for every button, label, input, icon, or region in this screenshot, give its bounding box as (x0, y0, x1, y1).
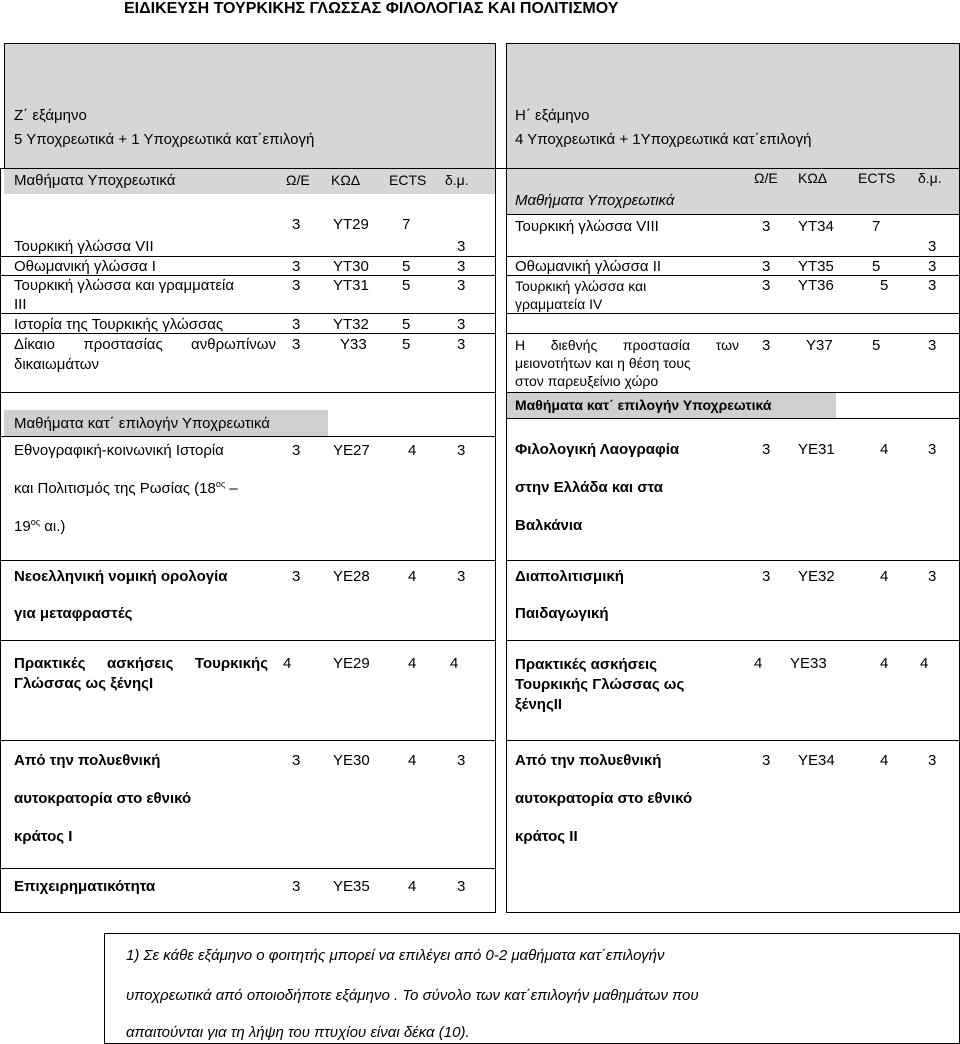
footnote-line-1: 1) Σε κάθε εξάμηνο ο φοιτητής μπορεί να επιλέγει από 0-2 μαθήματα κατ΄επιλογήν (126, 947, 665, 964)
course-name-cont: Τουρκικής Γλώσσας ως (515, 676, 685, 693)
right-col-ects: ECTS (858, 170, 896, 186)
course-code: ΥΕ32 (798, 568, 835, 585)
course-hours: 3 (762, 752, 771, 769)
course-code: ΥΤ30 (333, 258, 369, 275)
course-hours: 3 (762, 441, 771, 458)
course-dm: 4 (450, 655, 459, 672)
right-mandatory-heading: Μαθήματα Υποχρεωτικά (515, 192, 675, 209)
course-dm: 3 (928, 441, 937, 458)
course-name: Δίκαιο προστασίας ανθρωπίνων (14, 336, 276, 353)
right-semester-header-bg (506, 44, 960, 168)
course-name: Διαπολιτισμική (515, 568, 624, 585)
course-name-cont2: κράτος ΙΙ (515, 828, 578, 845)
course-dm: 3 (928, 277, 937, 294)
course-hours: 3 (762, 258, 771, 275)
course-name: Από την πολυεθνική (515, 752, 662, 769)
course-name-cont2: Βαλκάνια (515, 517, 583, 534)
course-ects: 4 (408, 878, 417, 895)
course-name: Τουρκική γλώσσα VIII (515, 218, 659, 235)
footnote-line-3: απαιτούνται για τη λήψη του πτυχίου είναι δέκα (10). (126, 1024, 470, 1041)
course-hours: 3 (292, 336, 301, 353)
course-name: Οθωμανική γλώσσα Ι (14, 258, 156, 275)
course-name: Πρακτικές ασκήσεις Τουρκικής (14, 655, 268, 672)
course-name: Η διεθνής προστασία των (515, 337, 739, 353)
course-dm: 3 (457, 336, 466, 353)
left-col-hours: Ω/Ε (286, 172, 310, 188)
left-elective-heading: Μαθήματα κατ΄ επιλογήν Υποχρεωτικά (14, 415, 270, 432)
course-ects: 5 (402, 336, 411, 353)
course-ects: 7 (872, 218, 881, 235)
course-dm: 4 (920, 655, 929, 672)
course-name-cont2: ξένηςΙΙ (515, 696, 563, 713)
course-dm: 3 (457, 277, 466, 294)
course-ects: 4 (880, 752, 889, 769)
course-code: ΥΕ31 (798, 441, 835, 458)
course-name-cont: για μεταφραστές (14, 605, 133, 622)
course-code: Υ33 (340, 336, 367, 353)
course-name-cont: Γλώσσας ως ξένηςΙ (14, 675, 154, 692)
course-name-cont: στην Ελλάδα και στα (515, 479, 664, 496)
course-code: ΥΕ30 (333, 752, 370, 769)
course-name-cont2: στον παρευξείνιο χώρο (515, 373, 659, 389)
course-ects: 4 (880, 568, 889, 585)
course-name: Τουρκική γλώσσα και (515, 278, 647, 294)
course-hours: 3 (762, 218, 771, 235)
course-ects: 5 (402, 316, 411, 333)
course-hours: 3 (292, 568, 301, 585)
course-name-cont: δικαιωμάτων (14, 356, 99, 373)
course-ects: 4 (408, 442, 417, 459)
course-hours: 3 (762, 277, 771, 294)
course-dm: 3 (457, 238, 466, 255)
course-code: Υ37 (806, 337, 833, 354)
course-hours: 3 (292, 258, 301, 275)
right-semester-summary: 4 Υποχρεωτικά + 1Υποχρεωτικά κατ΄επιλογή (515, 131, 812, 148)
course-ects: 4 (880, 655, 889, 672)
course-hours: 3 (292, 442, 301, 459)
right-elective-heading: Μαθήματα κατ΄ επιλογήν Υποχρεωτικά (515, 397, 772, 413)
course-name-cont: αυτοκρατορία στο εθνικό (515, 790, 693, 807)
course-name: Από την πολυεθνική (14, 752, 161, 769)
course-ects: 4 (408, 655, 417, 672)
course-name: Οθωμανική γλώσσα ΙΙ (515, 258, 662, 275)
course-name: Νεοελληνική νομική ορολογία (14, 568, 228, 585)
course-code: ΥΤ31 (333, 277, 369, 294)
course-code: ΥΕ27 (333, 442, 370, 459)
course-dm: 3 (457, 258, 466, 275)
course-name-cont2: κράτος Ι (14, 828, 73, 845)
left-col-ects: ECTS (389, 172, 427, 188)
course-hours: 3 (292, 277, 301, 294)
course-code: ΥΕ28 (333, 568, 370, 585)
course-hours: 3 (292, 878, 301, 895)
course-code: ΥΤ34 (798, 218, 834, 235)
course-name: Τουρκική γλώσσα VII (14, 238, 154, 255)
course-ects: 5 (880, 277, 889, 294)
course-code: ΥΤ29 (333, 216, 369, 233)
left-col-dm: δ.μ. (445, 172, 469, 188)
course-code: ΥΕ33 (790, 655, 827, 672)
course-name-cont: Παιδαγωγική (515, 605, 609, 622)
right-col-dm: δ.μ. (918, 170, 942, 186)
course-name-cont: και Πολιτισμός της Ρωσίας ($18^{o\varsigma}$ – (14, 479, 238, 497)
course-dm: 3 (457, 878, 466, 895)
course-name-cont: γραμματεία IV (515, 296, 603, 312)
left-semester-title: Ζ΄ εξάμηνο (14, 107, 87, 124)
course-dm: 3 (457, 752, 466, 769)
course-code: ΥΤ36 (798, 277, 834, 294)
course-hours: 4 (283, 655, 292, 672)
left-col-code: ΚΩΔ (331, 172, 361, 188)
course-dm: 3 (457, 442, 466, 459)
course-ects: 7 (402, 216, 411, 233)
course-dm: 3 (928, 238, 937, 255)
course-dm: 3 (928, 337, 937, 354)
course-hours: 3 (762, 337, 771, 354)
course-ects: 5 (402, 258, 411, 275)
course-hours: 3 (762, 568, 771, 585)
course-code: ΥΕ34 (798, 752, 835, 769)
course-name-cont: ΙΙΙ (14, 296, 27, 313)
right-col-code: ΚΩΔ (798, 170, 828, 186)
course-hours: 4 (754, 655, 763, 672)
course-dm: 3 (457, 568, 466, 585)
course-ects: 4 (880, 441, 889, 458)
document-title: ΕΙΔΙΚΕΥΣΗ ΤΟΥΡΚΙΚΗΣ ΓΛΩΣΣΑΣ ΦΙΛΟΛΟΓΙΑΣ ΚΑΙ ΠΟΛΙΤΙΣΜΟΥ (124, 0, 619, 17)
course-code: ΥΕ35 (333, 878, 370, 895)
course-ects: 5 (872, 337, 881, 354)
course-hours: 3 (292, 752, 301, 769)
course-name-cont: μειονοτήτων και η θέση τους (515, 355, 691, 371)
course-ects: 4 (408, 752, 417, 769)
course-dm: 3 (928, 568, 937, 585)
course-ects: 4 (408, 568, 417, 585)
course-code: ΥΤ35 (798, 258, 834, 275)
course-code: ΥΤ32 (333, 316, 369, 333)
course-name: Φιλολογική Λαογραφία (515, 441, 680, 458)
course-hours: 3 (292, 216, 301, 233)
right-col-hours: Ω/Ε (754, 170, 778, 186)
course-name: Πρακτικές ασκήσεις (515, 656, 658, 673)
course-dm: 3 (457, 316, 466, 333)
left-mandatory-heading: Μαθήματα Υποχρεωτικά (14, 172, 176, 189)
footnote-line-2: υποχρεωτικά από οποιοδήποτε εξάμηνο . Το σύνολο των κατ΄επιλογήν μαθημάτων που (126, 987, 699, 1004)
course-name: Ιστορία της Τουρκικής γλώσσας (14, 316, 224, 333)
course-hours: 3 (292, 316, 301, 333)
right-semester-title: Η΄ εξάμηνο (515, 107, 590, 124)
course-name-cont: αυτοκρατορία στο εθνικό (14, 790, 192, 807)
course-ects: 5 (402, 277, 411, 294)
course-name: Επιχειρηματικότητα (14, 878, 156, 895)
course-name: Εθνογραφική-κοινωνική Ιστορία (14, 442, 224, 459)
course-code: ΥΕ29 (333, 655, 370, 672)
course-dm: 3 (928, 258, 937, 275)
course-name-cont2: $19^{o\varsigma}$ αι.) (14, 517, 66, 535)
course-ects: 5 (872, 258, 881, 275)
left-semester-header-bg (4, 44, 496, 168)
left-semester-summary: 5 Υποχρεωτικά + 1 Υποχρεωτικά κατ΄επιλογή (14, 131, 315, 148)
course-name: Τουρκική γλώσσα και γραμματεία (14, 277, 235, 294)
course-dm: 3 (928, 752, 937, 769)
